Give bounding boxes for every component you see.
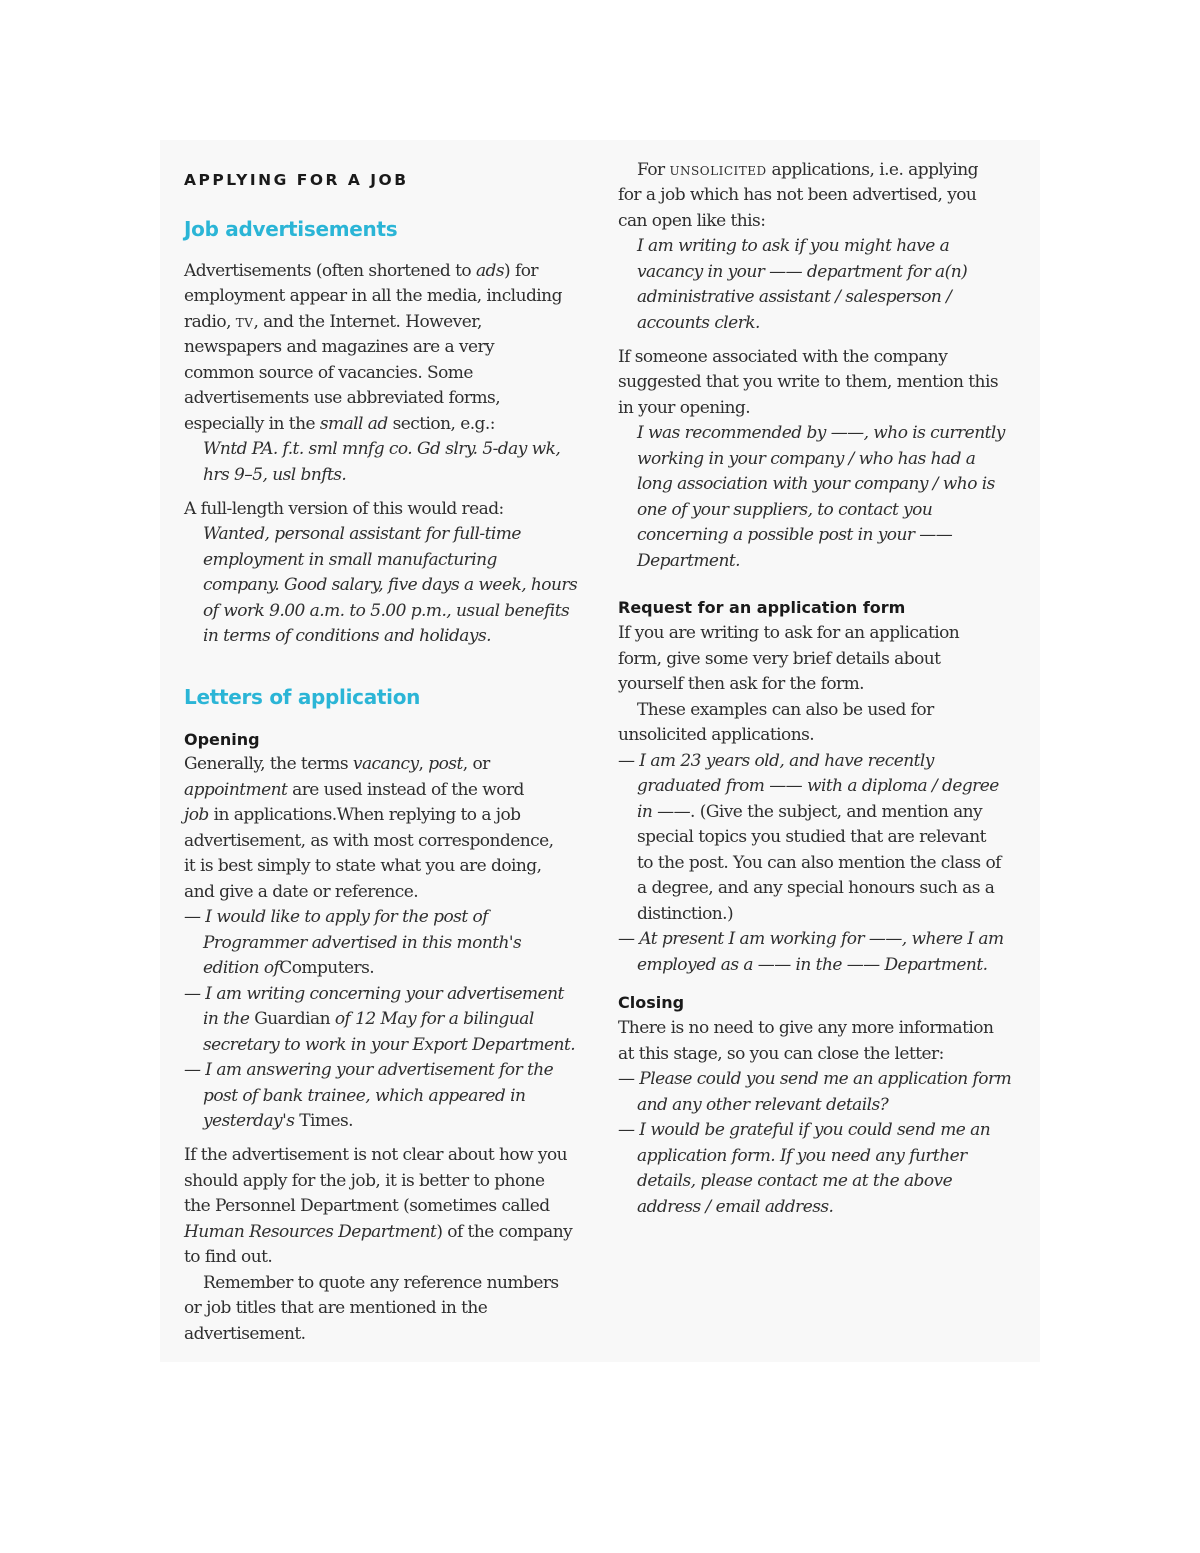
subheading-request-application-form: Request for an application form [618,598,906,617]
subheading-closing: Closing [618,993,685,1012]
heading-job-advertisements: Job advertisements [184,217,398,241]
section-title: APPLYING FOR A JOB [184,171,409,189]
subheading-opening: Opening [184,730,260,749]
heading-letters-of-application: Letters of application [184,685,421,709]
document-page: APPLYING FOR A JOB Job advertisements Advertisements (often shortened to ads) for employment appear in all the media, including radio, tv, and the Internet. However, newspapers and magazines are a very common source of vacancies. Some advertisements use abbreviated forms, especially in the small ad section, e.g.: Wntd PA. f.t. sml mnfg co. Gd slry. 5-day wk, hrs 9–5, usl bnfts. A full-length version of this would read: Wanted, personal assistant for full-time employment in small manufacturing company. Good salary, five days a week, hours of work 9.00 a.m. to 5.00 p.m., usual benefits in terms of conditions and holidays. Letters of application Opening Generally, the terms vacancy, post, or appointment are used instead of the word job in applications.When replying to a job advertisement, as with most correspondence, it is best simply to state what you are doing, and give a date or reference. — I would like to apply for the post of Programmer advertised in this month's edition ofComputers. — I am writing concerning your advertisement in the Guardian of 12 May for a bilingual secretary to work in your Export Department. — I am answering your advertisement for the post of bank trainee, which appeared in yesterday's Times. If the advertisement is not clear about how you should apply for the job, it is better to phone the Personnel Department (sometimes called Human Resources Department) of the company to find out. Remember to quote any reference numbers or job titles that are mentioned in the advertisement. For unsolicited applications, i.e. applying for a job which has not been advertised, you can open like this: I am writing to ask if you might have a vacancy in your —— department for a(n) administrative assistant / salesperson / accounts clerk. If someone associated with the company suggested that you write to them, mention this in your opening. I was recommended by ——, who is currently working in your company / who has had a long association with your company / who is one of your suppliers, to contact you concerning a possible post in your —— Department. Request for an application form If you are writing to ask for an application form, give some very brief details about yourself then ask for the form. These examples can also be used for unsolicited applications. — I am 23 years old, and have recently graduated from —— with a diploma / degree in ——. (Give the subject, and mention any special topics you studied that are relevant to the post. You can also mention the class of a degree, and any special honours such as a distinction.) — At present I am working for ——, where I am employed as a —— in the —— Department. Closing There is no need to give any more information at this stage, so you can close the letter: — Please could you send me an application form and any other relevant details? — I would be grateful if you could send me an application form. If you need any further details, please contact me at the above address / email address. [160,140,1040,1362]
full-length-intro: A full-length version of this would read: [184,499,504,519]
